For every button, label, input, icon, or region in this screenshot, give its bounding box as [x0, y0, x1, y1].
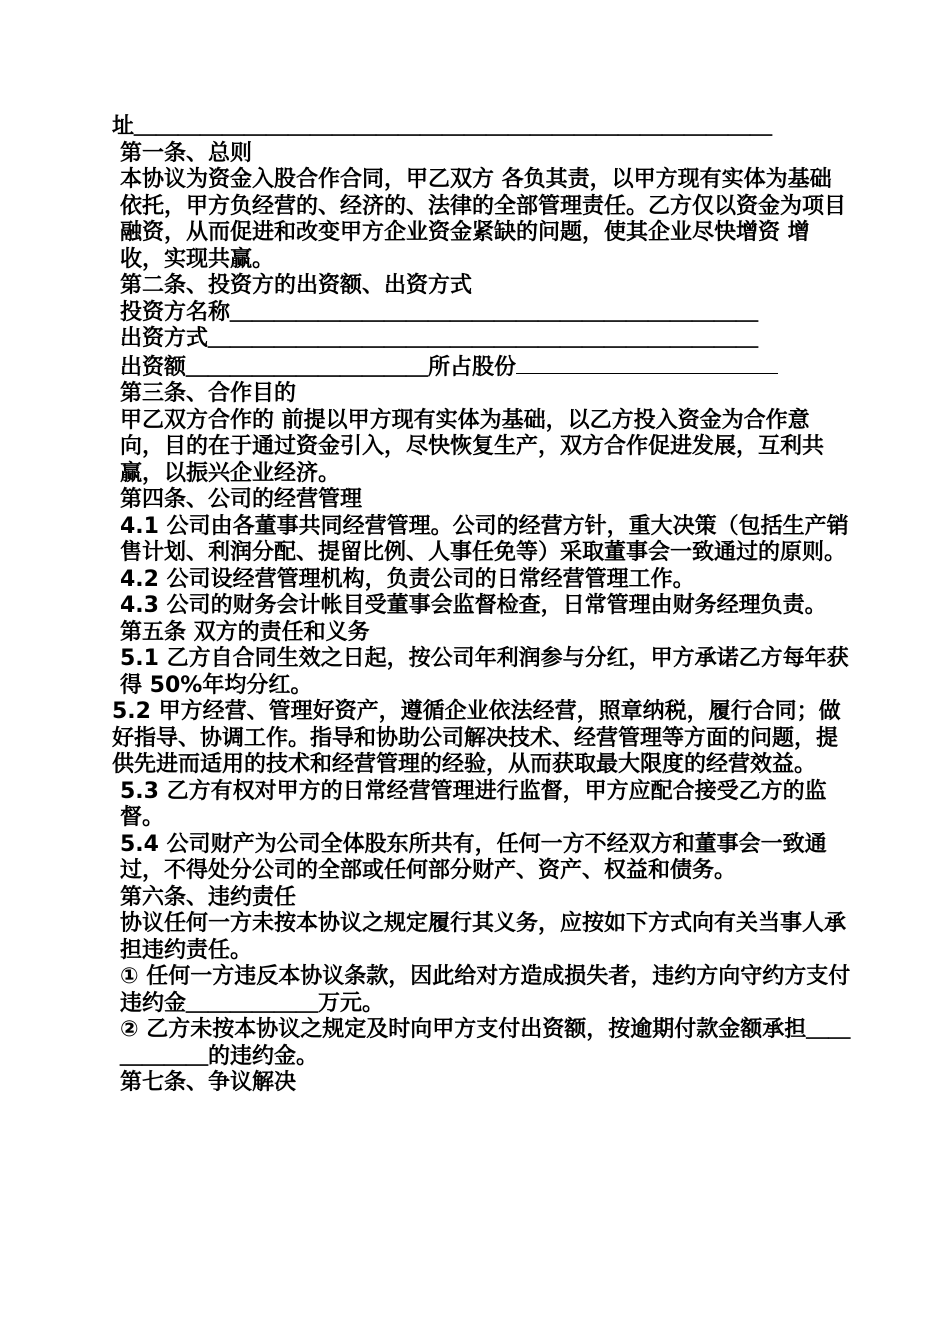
investor-name-field: 投资方名称＿＿＿＿＿＿＿＿＿＿＿＿＿＿＿＿＿＿＿＿＿＿＿＿ — [120, 299, 759, 325]
contract-body — [112, 114, 852, 1097]
article-3-heading: 第三条、合作目的 — [120, 381, 297, 406]
investment-method-field: 出资方式＿＿＿＿＿＿＿＿＿＿＿＿＿＿＿＿＿＿＿＿＿＿＿＿＿ — [120, 326, 759, 351]
clause-4-1: 4.1 公司由各董事共同经营管理。公司的经营方针，重大决策（包括生产销售计划、利润分配、提留比例、人事任免等）采取董事会一致通过的原则。 — [120, 513, 849, 565]
investment-amount-row — [112, 353, 852, 382]
clause-5-2: 5.2 甲方经营、管理好资产，遵循企业依法经营，照章纳税，履行合同；做好指导、协调工作。指导和协助公司解决技术、经营管理等方面的问题，提供先进而适用的技术和经营管理的经验，从而获取最大限度的经营效益。 — [112, 699, 841, 777]
clause-4-3: 4.3 公司的财务会计帐目受董事会监督检查，日常管理由财务经理负责。 — [120, 593, 827, 618]
article-1-paragraph: 本协议为资金入股合作合同，甲乙双方 各负其责，以甲方现有实体为基础依托，甲方负经营的、经济的、法律的全部管理责任。乙方仅以资金为项目融资，从而促进和改变甲方企业资金紧缺的问题，使其企业尽快增资 增收，实现共赢。 — [120, 167, 847, 272]
investment-amount-field: 出资额＿＿＿＿＿＿＿＿＿＿＿ — [120, 354, 429, 380]
article-6-paragraph: 协议任何一方未按本协议之规定履行其义务，应按如下方式向有关当事人承担违约责任。 — [120, 911, 847, 963]
article-5-heading: 第五条 双方的责任和义务 — [120, 619, 370, 645]
article-2-heading: 第二条、投资方的出资额、出资方式 — [120, 273, 473, 298]
share-ratio-underline — [516, 353, 778, 374]
clause-5-1: 5.1 乙方自合同生效之日起，按公司年利润参与分红，甲方承诺乙方每年获得 50%年均分红。 — [120, 646, 849, 698]
clause-5-3: 5.3 乙方有权对甲方的日常经营管理进行监督，甲方应配合接受乙方的监督。 — [120, 778, 827, 830]
article-7-heading: 第七条、争议解决 — [120, 1070, 297, 1095]
clause-6-2: ② 乙方未按本协议之规定及时向甲方支付出资额，按逾期付款金额承担＿＿＿＿＿＿的违约金。 — [120, 1017, 851, 1069]
article-3-paragraph: 甲乙双方合作的 前提以甲方现有实体为基础，以乙方投入资金为合作意向，目的在于通过资金引入，尽快恢复生产，双方合作促进发展，互利共赢，以振兴企业经济。 — [120, 407, 825, 486]
article-1-heading: 第一条、总则 — [120, 140, 253, 166]
clause-5-4: 5.4 公司财产为公司全体股东所共有，任何一方不经双方和董事会一致通过，不得处分公司的全部或任何部分财产、资产、权益和债务。 — [120, 831, 827, 883]
share-ratio-label: 所占股份 — [428, 354, 517, 380]
clause-6-1: ① 任何一方违反本协议条款，因此给对方造成损失者，违约方向守约方支付违约金＿＿＿＿＿＿万元。 — [120, 964, 851, 1016]
clause-4-2: 4.2 公司设经营管理机构，负责公司的日常经营管理工作。 — [120, 566, 695, 592]
article-6-heading: 第六条、违约责任 — [120, 884, 297, 910]
address-line: 址＿＿＿＿＿＿＿＿＿＿＿＿＿＿＿＿＿＿＿＿＿＿＿＿＿＿＿＿＿ — [112, 114, 773, 139]
article-4-heading: 第四条、公司的经营管理 — [120, 487, 363, 512]
